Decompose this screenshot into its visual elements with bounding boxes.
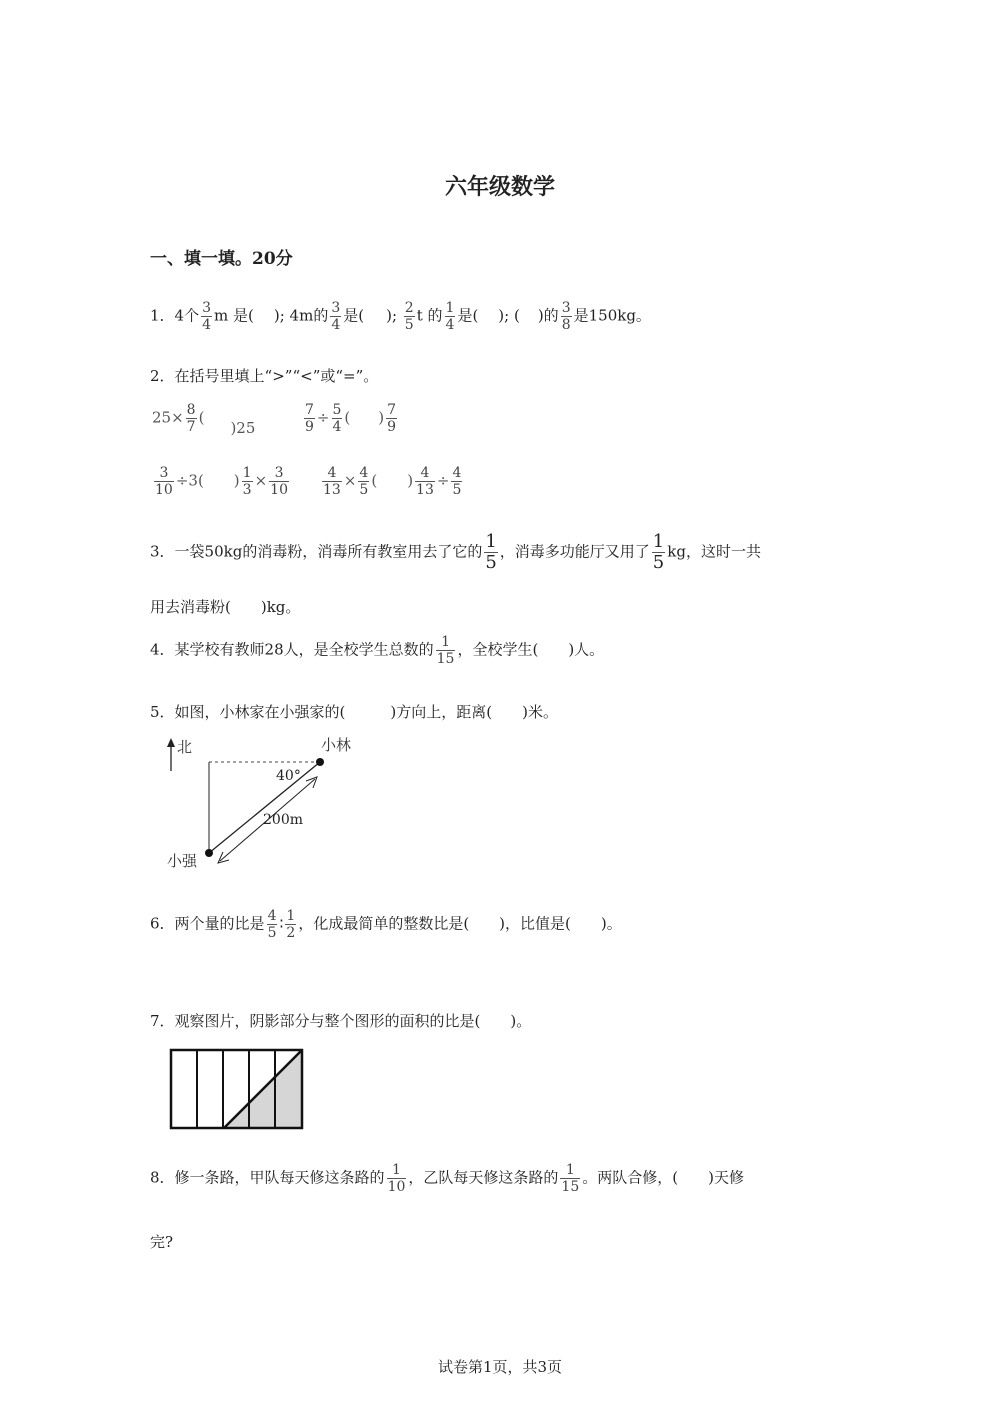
question-2: 2．在括号里填上“>”“<”或“=”。 (150, 367, 379, 385)
fraction: $\frac{3}{4}$ (331, 300, 341, 333)
question-8: 8．修一条路，甲队每天修这条路的 $\frac{1}{10}$ ，乙队每天修这条路的 $\frac{1}{15}$ 。两队合修，( )天修 (150, 1162, 744, 1195)
comparison-1a: 25× $\frac{8}{7}$ ()25 (152, 402, 256, 437)
north-arrow (167, 738, 175, 771)
question-number: 6． (150, 914, 175, 933)
fraction: $\frac{1}{10}$ (387, 1162, 406, 1195)
question-6: 6．两个量的比是 $\frac{4}{5}$ ∶ $\frac{1}{2}$ ，化成最简单的整数比是( )，比值是( )。 (150, 908, 622, 941)
fraction: $\frac{4}{5}$ (267, 908, 277, 941)
north-label: 北 (177, 738, 193, 756)
question-3-line2: 用去消毒粉( )kg。 (150, 598, 301, 616)
question-4: 4．某学校有教师28人，是全校学生总数的 $\frac{1}{15}$ ，全校学生( )人。 (150, 634, 605, 667)
xiaoqiang-label: 小强 (167, 852, 198, 870)
question-number: 2． (150, 367, 175, 385)
section-heading: 一、填一填。20分 (150, 249, 293, 269)
fraction: $\frac{2}{5}$ (404, 300, 414, 333)
route-line (209, 762, 320, 853)
area-figure (171, 1050, 302, 1128)
question-number: 4． (150, 640, 175, 659)
comparison-2b: $\frac{4}{13}$ × $\frac{4}{5}$ ( ) $\frac{4}{13}$ ÷ $\frac{4}{5}$ (323, 465, 462, 498)
comparison-2a: $\frac{3}{10}$ ÷3( ) $\frac{1}{3}$ × $\frac{3}{10}$ (155, 465, 288, 498)
question-8-line2: 完? (150, 1233, 174, 1251)
fraction: $\frac{1}{15}$ (561, 1162, 580, 1195)
fraction: $\frac{1}{5}$ (652, 531, 665, 573)
xiaoqiang-point (205, 849, 213, 857)
question-7: 7．观察图片，阴影部分与整个图形的面积的比是( )。 (150, 1012, 532, 1030)
xiaolin-label: 小林 (321, 736, 352, 754)
fraction: $\frac{1}{2}$ (286, 908, 296, 941)
question-1: 1．4个 $\frac{3}{4}$ m 是( ); 4m的 $\frac{3}{4}$ 是( ); $\frac{2}{5}$ t 的 $\frac{1}{4}$ 是( ); ( )的 $\frac{3}{8}$ 是150kg。 (150, 300, 651, 333)
question-number: 3． (150, 542, 175, 561)
fraction: $\frac{3}{8}$ (561, 300, 571, 333)
xiaolin-point (316, 758, 324, 766)
question-3: 3．一袋50kg的消毒粉，消毒所有教室用去了它的 $\frac{1}{5}$ ，消毒多功能厅又用了 $\frac{1}{5}$ kg，这时一共 (150, 531, 761, 573)
comparison-1b: $\frac{7}{9}$ ÷ $\frac{5}{4}$ ( ) $\frac{7}{9}$ (305, 402, 397, 435)
angle-label: 40° (276, 768, 301, 784)
fraction: $\frac{1}{15}$ (436, 634, 455, 667)
question-number: 8． (150, 1168, 175, 1187)
question-5: 5．如图，小林家在小强家的( )方向上，距离( )米。 (150, 703, 558, 721)
fraction: $\frac{3}{4}$ (202, 300, 212, 333)
distance-label: 200m (263, 812, 303, 828)
fraction: $\frac{1}{4}$ (445, 300, 455, 333)
fraction: $\frac{1}{5}$ (485, 531, 497, 573)
page-footer: 试卷第1页，共3页 (437, 1358, 563, 1376)
page-title: 六年级数学 (444, 174, 555, 200)
question-number: 1． (150, 306, 175, 325)
question-number: 7． (150, 1012, 175, 1030)
question-number: 5． (150, 703, 175, 721)
